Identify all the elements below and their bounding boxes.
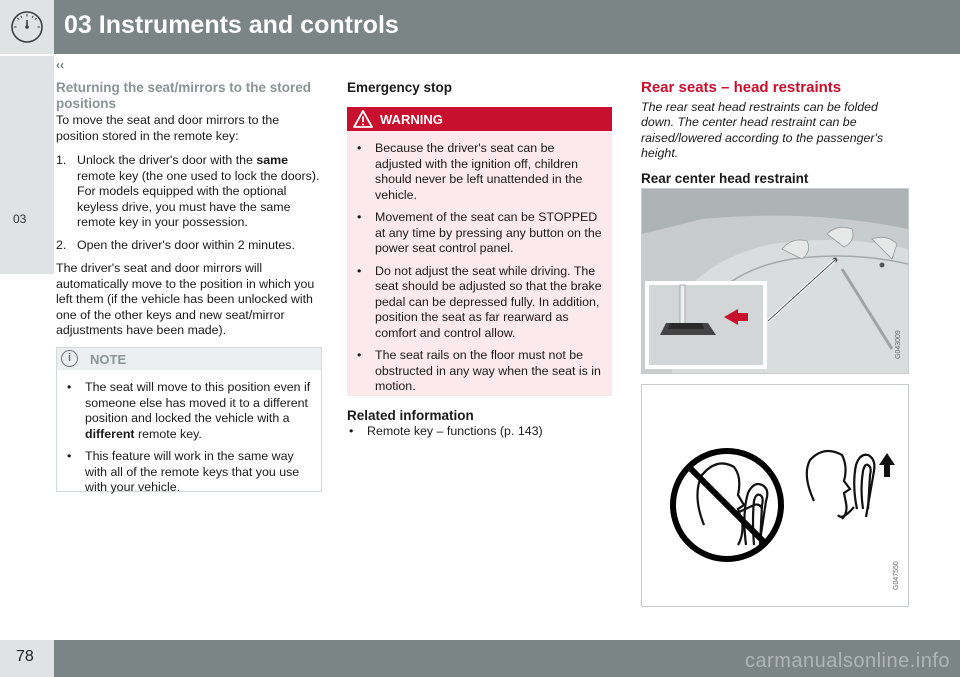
warning-triangle-icon xyxy=(353,110,373,128)
step-number: 1. xyxy=(56,153,67,167)
note-item xyxy=(65,380,313,442)
note-text: This feature will work in the same way with all of the remote keys that you use with your vehicle. xyxy=(85,449,300,494)
sub-heading: Rear center head restraint xyxy=(641,170,809,186)
note-text: The seat will move to this position even if someone else has moved it to a different position and locked the vehicle with a xyxy=(85,380,311,425)
warning-text: Do not adjust the seat while driving. The seat should be adjusted so that the brake pedal can be depressed fully. In addition, position the seat as far rearward as comfort and control allow. xyxy=(375,263,602,340)
warning-list xyxy=(355,141,604,395)
bullet: • xyxy=(349,423,354,438)
chapter-side-tab xyxy=(0,56,54,274)
step-item xyxy=(56,238,320,254)
section-heading: Returning the seat/mirrors to the stored positions xyxy=(56,80,312,111)
info-icon: i xyxy=(61,350,78,367)
back-link[interactable]: ‹‹ xyxy=(56,58,64,72)
step-number: 2. xyxy=(56,237,67,252)
page-title: 03 Instruments and controls xyxy=(64,11,399,39)
note-emphasis: different xyxy=(85,426,135,441)
page-number: 78 xyxy=(16,648,34,665)
bullet: • xyxy=(357,348,362,362)
step-emphasis: same xyxy=(256,153,289,167)
rear-seat-drawing xyxy=(642,189,908,373)
column-head-restraints xyxy=(641,80,907,186)
head-restraint-pictogram xyxy=(641,384,909,607)
warning-text: The seat rails on the floor must not be obstructed in any way when the seat is in motion. xyxy=(375,348,601,393)
speedometer-icon xyxy=(0,0,54,54)
column-emergency-stop xyxy=(347,80,612,96)
related-link[interactable] xyxy=(347,424,612,440)
image-code: G043009 xyxy=(895,330,902,359)
related-list xyxy=(347,424,612,440)
warning-text: Movement of the seat can be STOPPED at any time by pressing any button on the power seat control panel. xyxy=(375,210,602,255)
note-text: remote key. xyxy=(134,426,202,441)
bullet: • xyxy=(357,210,362,224)
up-arrow-icon xyxy=(879,453,895,477)
body-paragraph: The driver's seat and door mirrors will automatically move to the position in which you left them (if the vehicle has been unlocked with one of the other keys and new seat/mirror adjustments have been made). xyxy=(56,261,315,337)
note-item xyxy=(65,449,313,496)
intro-text: The rear seat head restraints can be folded down. The center head restraint can be raised/lowered according to the passenger's height. xyxy=(641,99,884,160)
section-heading: Emergency stop xyxy=(347,80,453,95)
bullet: • xyxy=(67,449,72,463)
related-heading: Related information xyxy=(347,408,474,423)
warning-title: WARNING xyxy=(380,112,443,127)
warning-item xyxy=(355,264,604,342)
note-title: NOTE xyxy=(90,352,127,367)
warning-box xyxy=(347,107,612,396)
chapter-label: 03 xyxy=(13,212,27,226)
warning-item xyxy=(355,348,604,395)
bullet: • xyxy=(357,141,362,155)
warning-item xyxy=(355,210,604,257)
intro-text: To move the seat and door mirrors to the position stored in the remote key: xyxy=(56,113,280,143)
bullet: • xyxy=(67,380,72,394)
rear-seat-illustration xyxy=(641,188,909,374)
warning-text: Because the driver's seat can be adjusted with the ignition off, children should never be left unattended in the vehicle. xyxy=(375,141,583,202)
section-heading: Rear seats – head restraints xyxy=(641,79,842,96)
column-seat-positions xyxy=(56,80,320,348)
image-code: G047550 xyxy=(893,561,900,590)
step-text: Unlock the driver's door with the xyxy=(77,153,257,167)
note-header xyxy=(57,348,321,370)
header-icon-box xyxy=(0,0,54,54)
related-link-text[interactable]: Remote key – functions (p. 143) xyxy=(367,423,543,438)
steps-list xyxy=(56,153,320,253)
head-restraint-drawing xyxy=(642,385,908,606)
step-text: Open the driver's door within 2 minutes. xyxy=(77,237,295,252)
watermark: carmanualsonline.info xyxy=(744,650,950,672)
note-list xyxy=(65,380,313,496)
step-text: remote key (the one used to lock the doors). For models equipped with the optional keyless drive, you must have the same remote key in your possession. xyxy=(77,168,320,229)
bullet: • xyxy=(357,263,362,278)
related-information xyxy=(347,408,612,446)
note-box xyxy=(56,347,322,492)
warning-header xyxy=(347,107,612,131)
warning-item xyxy=(355,141,604,203)
step-item xyxy=(56,153,320,231)
